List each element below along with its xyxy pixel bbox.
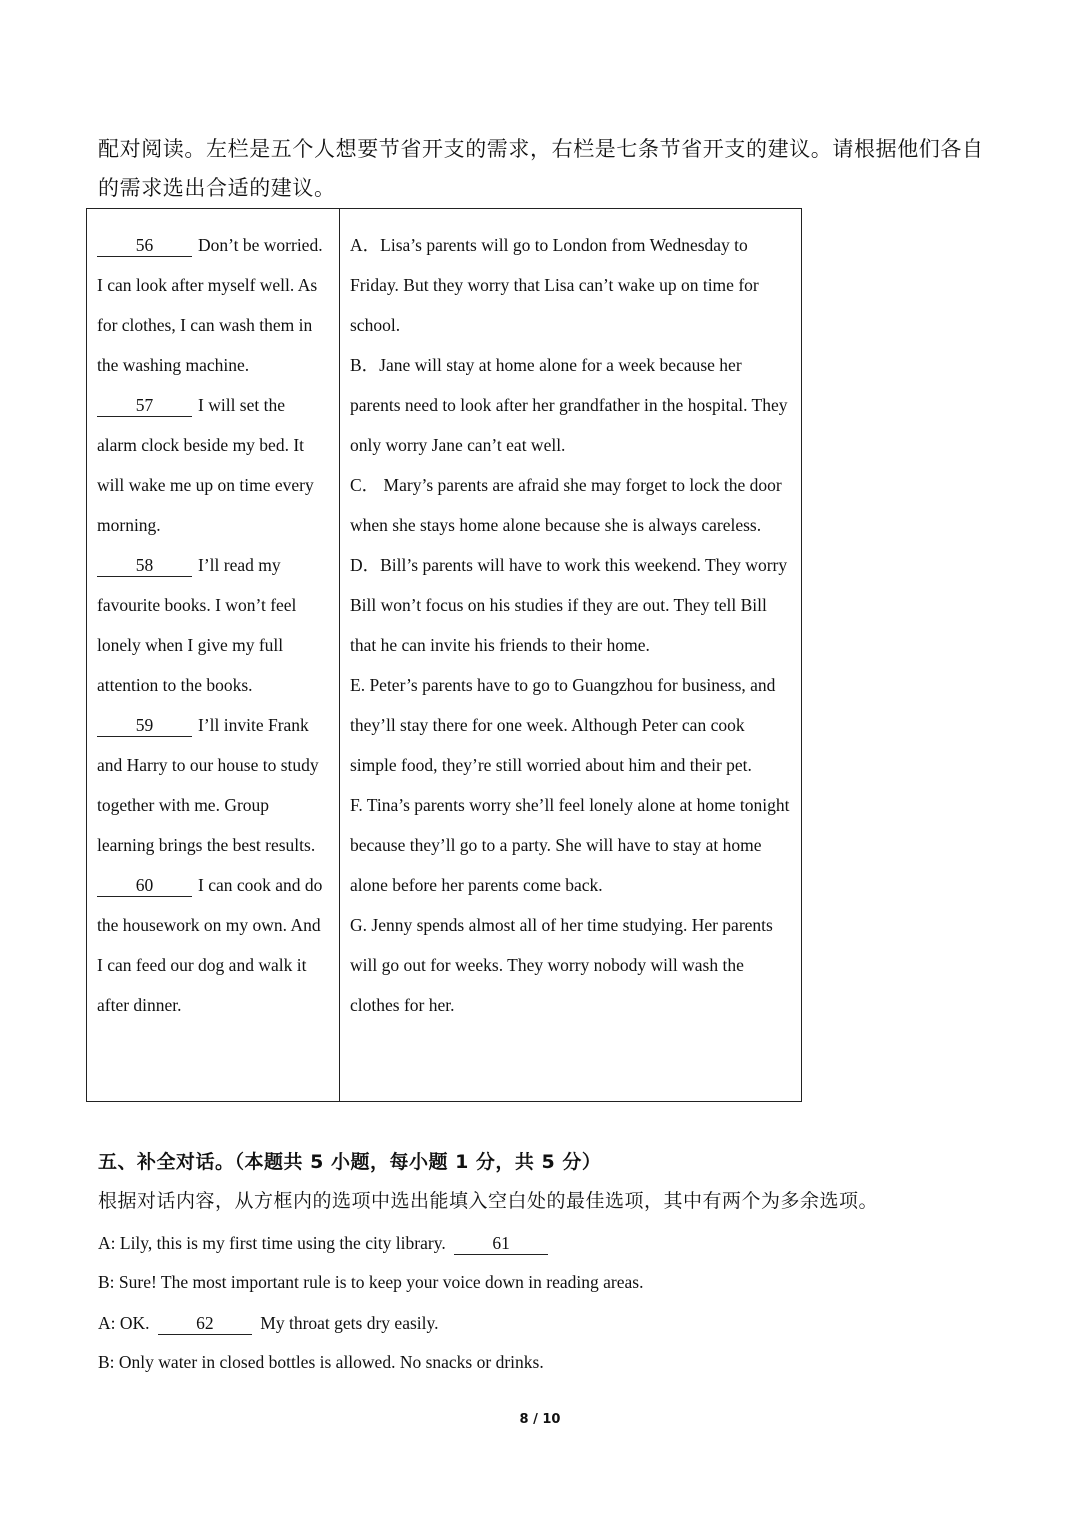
need-item: 59 I’ll invite Frank and Harry to our house to study together with me. Group learning brings the best results. [97, 715, 319, 855]
suggestions-column [340, 209, 802, 1102]
suggestion-b: B．Jane will stay at home alone for a week because her parents need to look after her grandfather in the hospital. They only worry Jane can’t eat well. [350, 355, 788, 455]
intro-instruction: 配对阅读。左栏是五个人想要节省开支的需求，右栏是七条节省开支的建议。请根据他们各自的需求选出合适的建议。 [98, 137, 984, 200]
suggestion-f: F. Tina’s parents worry she’ll feel lonely alone at home tonight because they’ll go to a party. She will have to stay at home alone before her parents come back. [350, 795, 790, 895]
needs-column [87, 209, 340, 1102]
suggestion-d: D．Bill’s parents will have to work this weekend. They worry Bill won’t focus on his studies if they are out. They tell Bill that he can invite his friends to their home. [350, 555, 788, 655]
answer-blank[interactable]: 57 [97, 394, 192, 417]
suggestion-c: C． Mary’s parents are afraid she may forget to lock the door when she stays home alone because she is always careless. [350, 475, 782, 535]
need-item: 57 I will set the alarm clock beside my bed. It will wake me up on time every morning. [97, 395, 314, 535]
page-number: 8 / 10 [519, 1412, 561, 1427]
dialog-line: B: Only water in closed bottles is allowed. No snacks or drinks. [98, 1352, 544, 1372]
need-item: 58 I’ll read my favourite books. I won’t feel lonely when I give my full attention to the books. [97, 555, 297, 695]
answer-blank[interactable]: 61 [454, 1232, 548, 1255]
answer-blank[interactable]: 56 [97, 234, 192, 257]
suggestion-g: G. Jenny spends almost all of her time studying. Her parents will go out for weeks. They worry nobody will wash the clothes for her. [350, 915, 773, 1015]
need-item: 56 Don’t be worried. I can look after myself well. As for clothes, I can wash them in the washing machine. [97, 235, 323, 375]
dialog-line: B: Sure! The most important rule is to keep your voice down in reading areas. [98, 1272, 644, 1292]
dialog-line: A: Lily, this is my first time using the city library. 61 [98, 1232, 998, 1255]
need-item: 60 I can cook and do the housework on my own. And I can feed our dog and walk it after dinner. [97, 875, 323, 1015]
answer-blank[interactable]: 59 [97, 714, 192, 737]
answer-blank[interactable]: 60 [97, 874, 192, 897]
answer-blank[interactable]: 62 [158, 1312, 252, 1335]
section-instruction: 根据对话内容，从方框内的选项中选出能填入空白处的最佳选项，其中有两个为多余选项。 [98, 1190, 879, 1212]
suggestion-a: A．Lisa’s parents will go to London from Wednesday to Friday. But they worry that Lisa can’t wake up on time for school. [350, 235, 759, 335]
dialog-line: A: OK. 62 My throat gets dry easily. [98, 1313, 439, 1333]
suggestion-e: E. Peter’s parents have to go to Guangzhou for business, and they’ll stay there for one week. Although Peter can cook simple food, they’re still worried about him and their pet. [350, 675, 776, 775]
section-title: 五、补全对话。（本题共 5 小题，每小题 1 分，共 5 分） [98, 1151, 602, 1173]
matching-table [86, 208, 802, 1102]
answer-blank[interactable]: 58 [97, 554, 192, 577]
